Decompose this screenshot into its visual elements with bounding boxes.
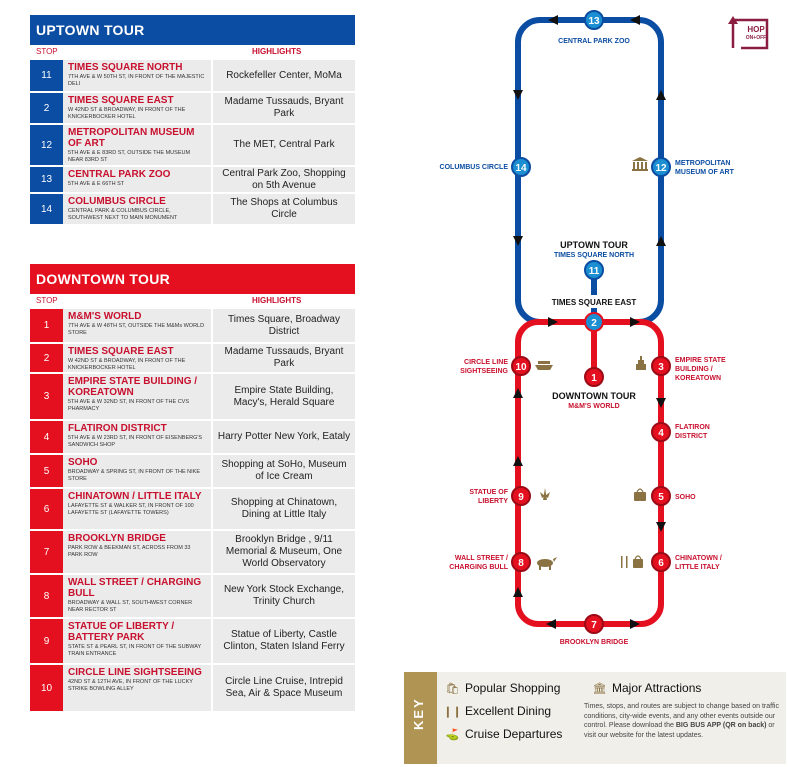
label-statue-1: STATUE OF (469, 489, 508, 496)
map-key (404, 672, 786, 764)
arrow-icon (513, 236, 523, 246)
arrow-icon (548, 317, 558, 327)
stop-highlights: Statue of Liberty, Castle Clinton, Staten Island Ferry (211, 619, 355, 663)
svg-text:4: 4 (658, 428, 664, 439)
stop-highlights: Rockefeller Center, MoMa (211, 60, 355, 91)
uptown-map-subtitle: TIMES SQUARE NORTH (553, 252, 635, 259)
stop-highlights: Brooklyn Bridge , 9/11 Memorial & Museum, One World Observatory (211, 531, 355, 573)
key-shopping-label: Popular Shopping (465, 681, 561, 695)
map-stop-6 (652, 553, 670, 571)
stop-name: STATUE OF LIBERTY / BATTERY PARK (68, 621, 175, 643)
label-flatiron-2: DISTRICT (675, 433, 708, 440)
stop-number: 1 (30, 309, 63, 342)
uptown-map-title: UPTOWN TOUR (560, 240, 628, 250)
stop-highlights: Harry Potter New York, Eataly (211, 421, 355, 453)
key-attractions-label: Major Attractions (612, 681, 702, 695)
stop-address: PARK ROW & BEEKMAN ST, ACROSS FROM 33 PARK ROW (68, 545, 191, 558)
stop-highlights: Times Square, Broadway District (211, 309, 355, 342)
times-square-east-map-label: TIMES SQUARE EAST (551, 298, 637, 307)
stop-number: 12 (30, 125, 63, 165)
stop-number: 6 (30, 489, 63, 529)
label-circle-line-2: SIGHTSEEING (460, 368, 508, 375)
stop-name: METROPOLITAN MUSEUM OF ART (68, 127, 195, 149)
stop-address: 5TH AVE & E 83RD ST, OUTSIDE THE MUSEUM NEAR 83RD ST (68, 150, 191, 163)
label-central-park-zoo: CENTRAL PARK ZOO (558, 38, 630, 45)
svg-text:8: 8 (518, 558, 524, 569)
map-stop-7 (585, 615, 603, 633)
downtown-tour-title: DOWNTOWN TOUR (30, 264, 355, 294)
arrow-icon (656, 236, 666, 246)
arrow-icon (656, 522, 666, 532)
stop-highlights: Shopping at SoHo, Museum of Ice Cream (211, 455, 355, 487)
arrow-icon (513, 90, 523, 100)
stop-address: BROADWAY & WALL ST, SOUTHWEST CORNER NEAR RECTOR ST (68, 600, 193, 613)
stop-name: CHINATOWN / LITTLE ITALY (68, 491, 202, 502)
stop-highlights: Circle Line Cruise, Intrepid Sea, Air & Space Museum (211, 665, 355, 711)
map-stop-13 (585, 11, 603, 29)
museum-icon: 🏛 (592, 682, 607, 695)
svg-text:13: 13 (588, 16, 600, 27)
stop-number: 5 (30, 455, 63, 487)
key-shopping (446, 681, 560, 695)
stop-address: 7TH AVE & W 50TH ST, IN FRONT OF THE MAJESTIC DELI (68, 74, 205, 87)
shopping-bag-icon (633, 556, 643, 568)
stop-name: TIMES SQUARE EAST (68, 95, 174, 106)
uptown-col-stop: STOP (36, 47, 58, 56)
stop-name: EMPIRE STATE BUILDING / KOREATOWN (68, 376, 198, 398)
arrow-icon (546, 619, 556, 629)
label-empire-1: EMPIRE STATE (675, 357, 726, 364)
uptown-col-highlights: HIGHLIGHTS (252, 47, 302, 56)
map-stop-3 (652, 357, 670, 375)
shopping-bag-icon (634, 489, 646, 501)
dining-icon: ❙❙ (443, 705, 462, 718)
hop-on-off-badge (727, 14, 773, 50)
key-note-text: Times, stops, and routes are subject to change based on traffic conditions, city-wide events, and any other events outside our control. Please download the (584, 703, 779, 729)
on-off-label: ON+OFF (745, 35, 767, 41)
stop-name: WALL STREET / CHARGING BULL (68, 577, 202, 599)
stop-address: 5TH AVE & E 66TH ST (68, 181, 125, 187)
label-empire-2: BUILDING / (675, 366, 713, 373)
key-dining (443, 704, 552, 718)
stop-number: 14 (30, 194, 63, 224)
stop-number: 9 (30, 619, 63, 663)
stop-name: CIRCLE LINE SIGHTSEEING (68, 667, 202, 678)
svg-text:12: 12 (655, 163, 667, 174)
stop-name: BROOKLYN BRIDGE (68, 533, 166, 544)
stop-number: 10 (30, 665, 63, 711)
svg-text:5: 5 (658, 492, 664, 503)
stop-address: 5TH AVE & W 32ND ST, IN FRONT OF THE CVS PHARMACY (68, 399, 190, 412)
map-stop-8 (512, 553, 530, 571)
stop-number: 2 (30, 344, 63, 372)
downtown-col-highlights: HIGHLIGHTS (252, 296, 302, 305)
svg-text:6: 6 (658, 558, 664, 569)
svg-text:1: 1 (591, 373, 597, 384)
statue-of-liberty-icon (540, 488, 550, 500)
stop-name: SOHO (68, 457, 98, 468)
arrow-icon (656, 90, 666, 100)
stop-address: STATE ST & PEARL ST, IN FRONT OF THE SUBWAY TRAIN ENTRANCE (68, 644, 202, 657)
map-stop-2 (585, 313, 603, 331)
svg-text:10: 10 (515, 362, 527, 373)
label-circle-line-1: CIRCLE LINE (464, 359, 508, 366)
downtown-map-title: DOWNTOWN TOUR (552, 391, 636, 401)
key-bar (404, 672, 437, 764)
stop-name: TIMES SQUARE NORTH (68, 62, 183, 73)
svg-text:14: 14 (515, 163, 527, 174)
stop-address: 5TH AVE & W 23RD ST, IN FRONT OF EISENBERG'S SANDWICH SHOP (68, 435, 203, 448)
stop-highlights: Empire State Building, Macy's, Herald Square (211, 374, 355, 419)
label-empire-3: KOREATOWN (675, 375, 722, 382)
label-brooklyn-bridge: BROOKLYN BRIDGE (559, 639, 629, 646)
arrow-icon (630, 619, 640, 629)
stop-highlights: Madame Tussauds, Bryant Park (211, 93, 355, 123)
svg-text:7: 7 (591, 620, 597, 631)
label-statue-2: LIBERTY (478, 498, 508, 505)
stop-name: M&M'S WORLD (68, 311, 142, 322)
dining-icon (621, 556, 628, 568)
stop-name: TIMES SQUARE EAST (68, 346, 174, 357)
stop-number: 3 (30, 374, 63, 419)
empire-state-icon (636, 356, 646, 370)
map-stop-10 (512, 357, 530, 375)
key-cruise (446, 727, 562, 741)
map-stop-12 (652, 158, 670, 176)
museum-icon (632, 157, 648, 171)
label-met-2: MUSEUM OF ART (675, 169, 734, 176)
map-stop-11 (585, 261, 603, 279)
arrow-icon (513, 587, 523, 597)
key-attractions (593, 681, 701, 695)
stop-highlights: Shopping at Chinatown, Dining at Little Italy (211, 489, 355, 529)
key-note-app: BIG BUS APP (QR on back) (675, 722, 767, 729)
stop-highlights: New York Stock Exchange, Trinity Church (211, 575, 355, 617)
stop-number: 13 (30, 167, 63, 192)
key-dining-label: Excellent Dining (465, 704, 552, 718)
label-chinatown-1: CHINATOWN / (675, 555, 722, 562)
label-wall-1: WALL STREET / (454, 555, 508, 562)
shopping-bag-icon: 🛍 (445, 682, 460, 695)
map-stop-1 (585, 368, 603, 386)
stop-address: BROADWAY & SPRING ST, IN FRONT OF THE NIKE STORE (68, 469, 201, 482)
cruise-ship-icon (535, 361, 553, 370)
arrow-icon (548, 15, 558, 25)
map-stop-4 (652, 423, 670, 441)
stop-number: 11 (30, 60, 63, 91)
hop-label: HOP (747, 25, 765, 34)
stop-address: W 42ND ST & BROADWAY, IN FRONT OF THE KNICKERBOCKER HOTEL (68, 358, 186, 371)
label-soho: SOHO (675, 494, 696, 501)
stop-address: W 42ND ST & BROADWAY, IN FRONT OF THE KNICKERBOCKER HOTEL (68, 107, 186, 120)
key-cruise-label: Cruise Departures (465, 727, 563, 741)
arrow-icon (630, 317, 640, 327)
downtown-col-stop: STOP (36, 296, 58, 305)
stop-number: 7 (30, 531, 63, 573)
stop-address: CENTRAL PARK & COLUMBUS CIRCLE, SOUTHWEST NEXT TO MAIN MONUMENT (68, 208, 178, 221)
label-wall-2: CHARGING BULL (449, 564, 508, 571)
cruise-ship-icon: ⛳ (445, 728, 460, 741)
stop-address: LAFAYETTE ST & WALKER ST, IN FRONT OF 100 LAFAYETTE ST (LAFAYETTE TOWERS) (68, 503, 194, 516)
stop-number: 2 (30, 93, 63, 123)
svg-text:2: 2 (591, 318, 597, 329)
stop-highlights: Madame Tussauds, Bryant Park (211, 344, 355, 372)
label-met-1: METROPOLITAN (675, 160, 731, 167)
stop-number: 4 (30, 421, 63, 453)
label-chinatown-2: LITTLE ITALY (675, 564, 720, 571)
downtown-map-subtitle: M&M'S WORLD (568, 403, 620, 410)
arrow-icon (630, 15, 640, 25)
key-note-tail: or visit our website for the latest updates. (584, 722, 775, 739)
label-columbus-circle: COLUMBUS CIRCLE (439, 164, 508, 171)
stop-address: 42ND ST & 12TH AVE, IN FRONT OF THE LUCKY STRIKE BOWLING ALLEY (68, 679, 193, 692)
stop-address: 7TH AVE & W 48TH ST, OUTSIDE THE M&Ms WORLD STORE (68, 323, 205, 336)
svg-text:11: 11 (588, 266, 600, 277)
arrow-icon (513, 388, 523, 398)
uptown-tour-title: UPTOWN TOUR (30, 15, 355, 45)
svg-text:3: 3 (658, 362, 664, 373)
map-stop-14 (512, 158, 530, 176)
arrow-icon (513, 456, 523, 466)
charging-bull-icon (537, 557, 557, 570)
key-title: KEY (411, 697, 426, 730)
stop-highlights: Central Park Zoo, Shopping on 5th Avenue (211, 167, 355, 192)
svg-text:9: 9 (518, 492, 524, 503)
stop-name: COLUMBUS CIRCLE (68, 196, 166, 207)
stop-number: 8 (30, 575, 63, 617)
label-flatiron-1: FLATIRON (675, 424, 710, 431)
stop-name: CENTRAL PARK ZOO (68, 169, 171, 180)
arrow-icon (656, 398, 666, 408)
stop-name: FLATIRON DISTRICT (68, 423, 167, 434)
map-stop-9 (512, 487, 530, 505)
key-disclaimer (584, 702, 779, 740)
stop-highlights: The MET, Central Park (211, 125, 355, 165)
stop-highlights: The Shops at Columbus Circle (211, 194, 355, 224)
map-stop-5 (652, 487, 670, 505)
